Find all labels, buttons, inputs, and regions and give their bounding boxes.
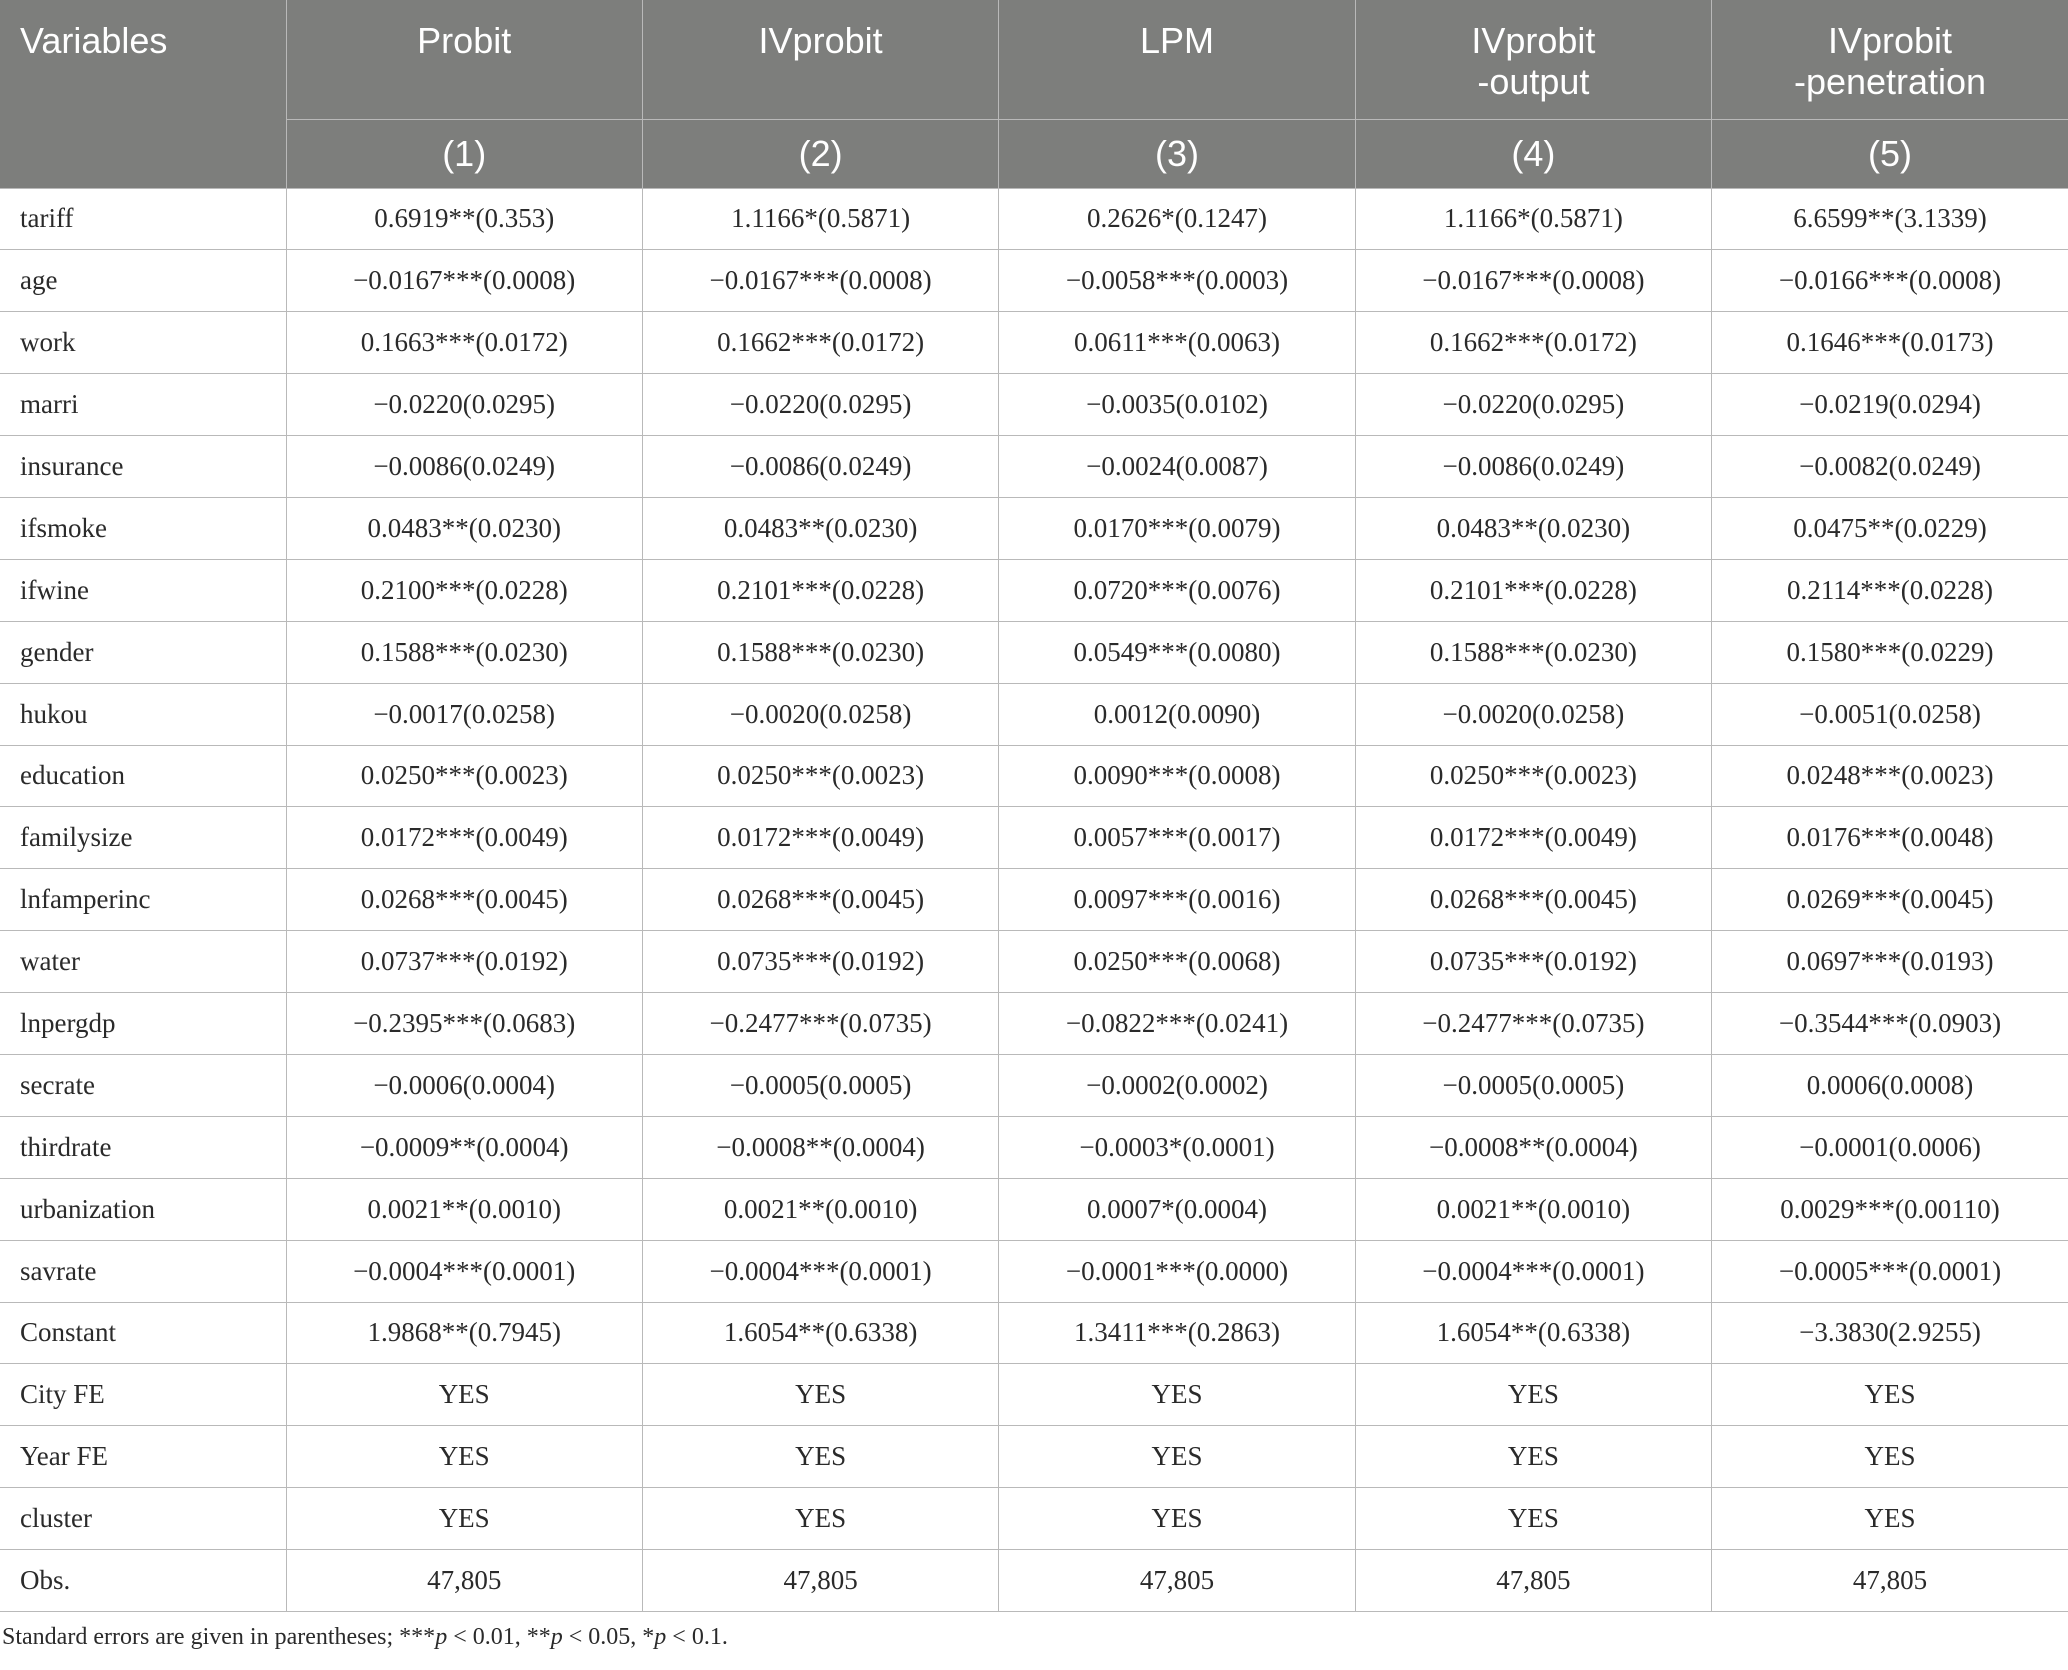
table-row	[0, 1116, 2068, 1178]
table-cell: 0.0006(0.0008)	[1712, 1054, 2068, 1116]
table-cell: 0.6919**(0.353)	[286, 188, 642, 250]
table-cell: 0.0250***(0.0068)	[999, 931, 1355, 993]
row-variable-label: hukou	[0, 683, 286, 745]
table-cell: 0.0735***(0.0192)	[1355, 931, 1711, 993]
table-cell: −0.0167***(0.0008)	[286, 250, 642, 312]
row-variable-label: gender	[0, 621, 286, 683]
table-row	[0, 1302, 2068, 1364]
table-footnote: Standard errors are given in parentheses; ***p < 0.01, **p < 0.05, *p < 0.1.	[2, 1624, 728, 1650]
table-cell: 0.0483**(0.0230)	[642, 497, 998, 559]
table-cell: 1.9868**(0.7945)	[286, 1302, 642, 1364]
table-cell: −0.0001***(0.0000)	[999, 1240, 1355, 1302]
table-cell: YES	[1355, 1426, 1711, 1488]
table-cell: 0.0012(0.0090)	[999, 683, 1355, 745]
table-cell: −0.0020(0.0258)	[642, 683, 998, 745]
row-variable-label: Obs.	[0, 1550, 286, 1612]
table-row	[0, 993, 2068, 1055]
table-cell: 0.0090***(0.0008)	[999, 745, 1355, 807]
table-cell: YES	[999, 1364, 1355, 1426]
table-cell: −0.0220(0.0295)	[642, 374, 998, 436]
column-number-3: (3)	[999, 119, 1355, 188]
table-cell: YES	[1355, 1488, 1711, 1550]
column-number-5: (5)	[1712, 119, 2068, 188]
table-cell: 0.0697***(0.0193)	[1712, 931, 2068, 993]
table-cell: 0.1663***(0.0172)	[286, 312, 642, 374]
table-row	[0, 683, 2068, 745]
model-header-2: IVprobit	[642, 0, 998, 119]
table-cell: 0.0021**(0.0010)	[642, 1178, 998, 1240]
table-cell: 0.0057***(0.0017)	[999, 807, 1355, 869]
column-number-1: (1)	[286, 119, 642, 188]
table-cell: −0.0167***(0.0008)	[642, 250, 998, 312]
table-cell: YES	[286, 1364, 642, 1426]
table-cell: −0.0002(0.0002)	[999, 1054, 1355, 1116]
table-cell: 0.0007*(0.0004)	[999, 1178, 1355, 1240]
table-cell: −0.0005***(0.0001)	[1712, 1240, 2068, 1302]
table-cell: −0.0008**(0.0004)	[642, 1116, 998, 1178]
table-row	[0, 250, 2068, 312]
table-cell: 1.6054**(0.6338)	[642, 1302, 998, 1364]
table-cell: −0.0220(0.0295)	[1355, 374, 1711, 436]
table-cell: YES	[999, 1488, 1355, 1550]
table-cell: −0.0017(0.0258)	[286, 683, 642, 745]
variables-header: Variables	[0, 0, 286, 188]
table-cell: 0.0250***(0.0023)	[286, 745, 642, 807]
table-cell: 0.0549***(0.0080)	[999, 621, 1355, 683]
table-cell: −0.0009**(0.0004)	[286, 1116, 642, 1178]
table-cell: −0.0035(0.0102)	[999, 374, 1355, 436]
table-cell: YES	[642, 1426, 998, 1488]
table-cell: −0.0058***(0.0003)	[999, 250, 1355, 312]
table-cell: −0.0020(0.0258)	[1355, 683, 1711, 745]
table-cell: 0.0250***(0.0023)	[642, 745, 998, 807]
table-body	[0, 188, 2068, 1611]
table-cell: YES	[286, 1488, 642, 1550]
row-variable-label: lnpergdp	[0, 993, 286, 1055]
table-cell: −0.0008**(0.0004)	[1355, 1116, 1711, 1178]
table-cell: 0.1662***(0.0172)	[642, 312, 998, 374]
row-variable-label: City FE	[0, 1364, 286, 1426]
table-cell: −0.0082(0.0249)	[1712, 436, 2068, 498]
model-header-4: IVprobit -output	[1355, 0, 1711, 119]
table-cell: −0.0005(0.0005)	[642, 1054, 998, 1116]
table-cell: 0.0268***(0.0045)	[286, 869, 642, 931]
row-variable-label: marri	[0, 374, 286, 436]
row-variable-label: Constant	[0, 1302, 286, 1364]
table-cell: −0.0220(0.0295)	[286, 374, 642, 436]
table-cell: 1.1166*(0.5871)	[1355, 188, 1711, 250]
row-variable-label: cluster	[0, 1488, 286, 1550]
table-row	[0, 1240, 2068, 1302]
table-cell: −0.0086(0.0249)	[286, 436, 642, 498]
table-cell: 0.0170***(0.0079)	[999, 497, 1355, 559]
column-number-4: (4)	[1355, 119, 1711, 188]
row-variable-label: familysize	[0, 807, 286, 869]
table-cell: 47,805	[1712, 1550, 2068, 1612]
table-cell: −3.3830(2.9255)	[1712, 1302, 2068, 1364]
table-cell: 0.0176***(0.0048)	[1712, 807, 2068, 869]
table-row	[0, 869, 2068, 931]
row-variable-label: age	[0, 250, 286, 312]
table-cell: 0.1580***(0.0229)	[1712, 621, 2068, 683]
table-cell: −0.0167***(0.0008)	[1355, 250, 1711, 312]
table-cell: 0.0172***(0.0049)	[642, 807, 998, 869]
table-row	[0, 497, 2068, 559]
table-row	[0, 559, 2068, 621]
table-cell: 0.2100***(0.0228)	[286, 559, 642, 621]
table-row	[0, 436, 2068, 498]
table-row	[0, 745, 2068, 807]
row-variable-label: savrate	[0, 1240, 286, 1302]
header-row-numbers	[0, 119, 2068, 188]
table-cell: 0.0269***(0.0045)	[1712, 869, 2068, 931]
table-cell: −0.0004***(0.0001)	[286, 1240, 642, 1302]
table-cell: 47,805	[642, 1550, 998, 1612]
table-header	[0, 0, 2068, 188]
table-row	[0, 1364, 2068, 1426]
table-cell: 0.2626*(0.1247)	[999, 188, 1355, 250]
table-cell: −0.0006(0.0004)	[286, 1054, 642, 1116]
table-cell: YES	[286, 1426, 642, 1488]
row-variable-label: tariff	[0, 188, 286, 250]
model-header-1: Probit	[286, 0, 642, 119]
row-variable-label: work	[0, 312, 286, 374]
table-cell: 0.0029***(0.00110)	[1712, 1178, 2068, 1240]
table-cell: −0.0822***(0.0241)	[999, 993, 1355, 1055]
row-variable-label: ifsmoke	[0, 497, 286, 559]
table-cell: −0.0001(0.0006)	[1712, 1116, 2068, 1178]
row-variable-label: urbanization	[0, 1178, 286, 1240]
table-cell: −0.0086(0.0249)	[1355, 436, 1711, 498]
table-cell: 47,805	[999, 1550, 1355, 1612]
row-variable-label: secrate	[0, 1054, 286, 1116]
table-cell: 0.0021**(0.0010)	[1355, 1178, 1711, 1240]
model-header-3: LPM	[999, 0, 1355, 119]
table-cell: 0.1588***(0.0230)	[1355, 621, 1711, 683]
table-cell: −0.0051(0.0258)	[1712, 683, 2068, 745]
table-cell: 0.2114***(0.0228)	[1712, 559, 2068, 621]
row-variable-label: thirdrate	[0, 1116, 286, 1178]
table-cell: 47,805	[286, 1550, 642, 1612]
table-cell: YES	[1712, 1426, 2068, 1488]
table-cell: 0.0268***(0.0045)	[642, 869, 998, 931]
table-cell: −0.3544***(0.0903)	[1712, 993, 2068, 1055]
table-cell: −0.0166***(0.0008)	[1712, 250, 2068, 312]
table-cell: −0.2395***(0.0683)	[286, 993, 642, 1055]
table-cell: 0.0720***(0.0076)	[999, 559, 1355, 621]
table-cell: 0.2101***(0.0228)	[642, 559, 998, 621]
table-cell: −0.0005(0.0005)	[1355, 1054, 1711, 1116]
table-row	[0, 621, 2068, 683]
table-cell: 0.1588***(0.0230)	[286, 621, 642, 683]
table-cell: −0.0004***(0.0001)	[642, 1240, 998, 1302]
table-cell: 47,805	[1355, 1550, 1711, 1612]
table-cell: −0.0004***(0.0001)	[1355, 1240, 1711, 1302]
table-row	[0, 374, 2068, 436]
table-cell: 0.0021**(0.0010)	[286, 1178, 642, 1240]
table-cell: YES	[1712, 1488, 2068, 1550]
table-cell: 0.0250***(0.0023)	[1355, 745, 1711, 807]
table-row	[0, 1426, 2068, 1488]
table-cell: 0.0483**(0.0230)	[286, 497, 642, 559]
table-cell: 0.0737***(0.0192)	[286, 931, 642, 993]
table-row	[0, 1054, 2068, 1116]
table-cell: 1.1166*(0.5871)	[642, 188, 998, 250]
table-cell: −0.0219(0.0294)	[1712, 374, 2068, 436]
table-cell: 0.0172***(0.0049)	[286, 807, 642, 869]
table-row	[0, 1550, 2068, 1612]
table-cell: −0.2477***(0.0735)	[1355, 993, 1711, 1055]
table-row	[0, 1488, 2068, 1550]
table-cell: 0.0483**(0.0230)	[1355, 497, 1711, 559]
row-variable-label: water	[0, 931, 286, 993]
table-cell: YES	[642, 1488, 998, 1550]
table-cell: YES	[999, 1426, 1355, 1488]
row-variable-label: education	[0, 745, 286, 807]
row-variable-label: ifwine	[0, 559, 286, 621]
table-cell: 0.0248***(0.0023)	[1712, 745, 2068, 807]
table-row	[0, 931, 2068, 993]
table-cell: −0.0024(0.0087)	[999, 436, 1355, 498]
table-cell: 6.6599**(3.1339)	[1712, 188, 2068, 250]
table-cell: 0.0475**(0.0229)	[1712, 497, 2068, 559]
table-cell: 0.1662***(0.0172)	[1355, 312, 1711, 374]
table-cell: YES	[642, 1364, 998, 1426]
table-row	[0, 188, 2068, 250]
table-cell: YES	[1355, 1364, 1711, 1426]
row-variable-label: lnfamperinc	[0, 869, 286, 931]
table-cell: 0.0172***(0.0049)	[1355, 807, 1711, 869]
model-header-5: IVprobit -penetration	[1712, 0, 2068, 119]
table-row	[0, 312, 2068, 374]
table-row	[0, 1178, 2068, 1240]
table-cell: −0.0003*(0.0001)	[999, 1116, 1355, 1178]
table-cell: 0.0268***(0.0045)	[1355, 869, 1711, 931]
table-cell: 1.3411***(0.2863)	[999, 1302, 1355, 1364]
column-number-2: (2)	[642, 119, 998, 188]
table-cell: 1.6054**(0.6338)	[1355, 1302, 1711, 1364]
row-variable-label: insurance	[0, 436, 286, 498]
table-cell: −0.2477***(0.0735)	[642, 993, 998, 1055]
table-cell: YES	[1712, 1364, 2068, 1426]
table-cell: 0.0611***(0.0063)	[999, 312, 1355, 374]
table-cell: 0.2101***(0.0228)	[1355, 559, 1711, 621]
table-cell: 0.0097***(0.0016)	[999, 869, 1355, 931]
row-variable-label: Year FE	[0, 1426, 286, 1488]
table-row	[0, 807, 2068, 869]
header-row-models	[0, 0, 2068, 119]
table-cell: 0.1588***(0.0230)	[642, 621, 998, 683]
table-cell: 0.1646***(0.0173)	[1712, 312, 2068, 374]
table-cell: −0.0086(0.0249)	[642, 436, 998, 498]
table-cell: 0.0735***(0.0192)	[642, 931, 998, 993]
